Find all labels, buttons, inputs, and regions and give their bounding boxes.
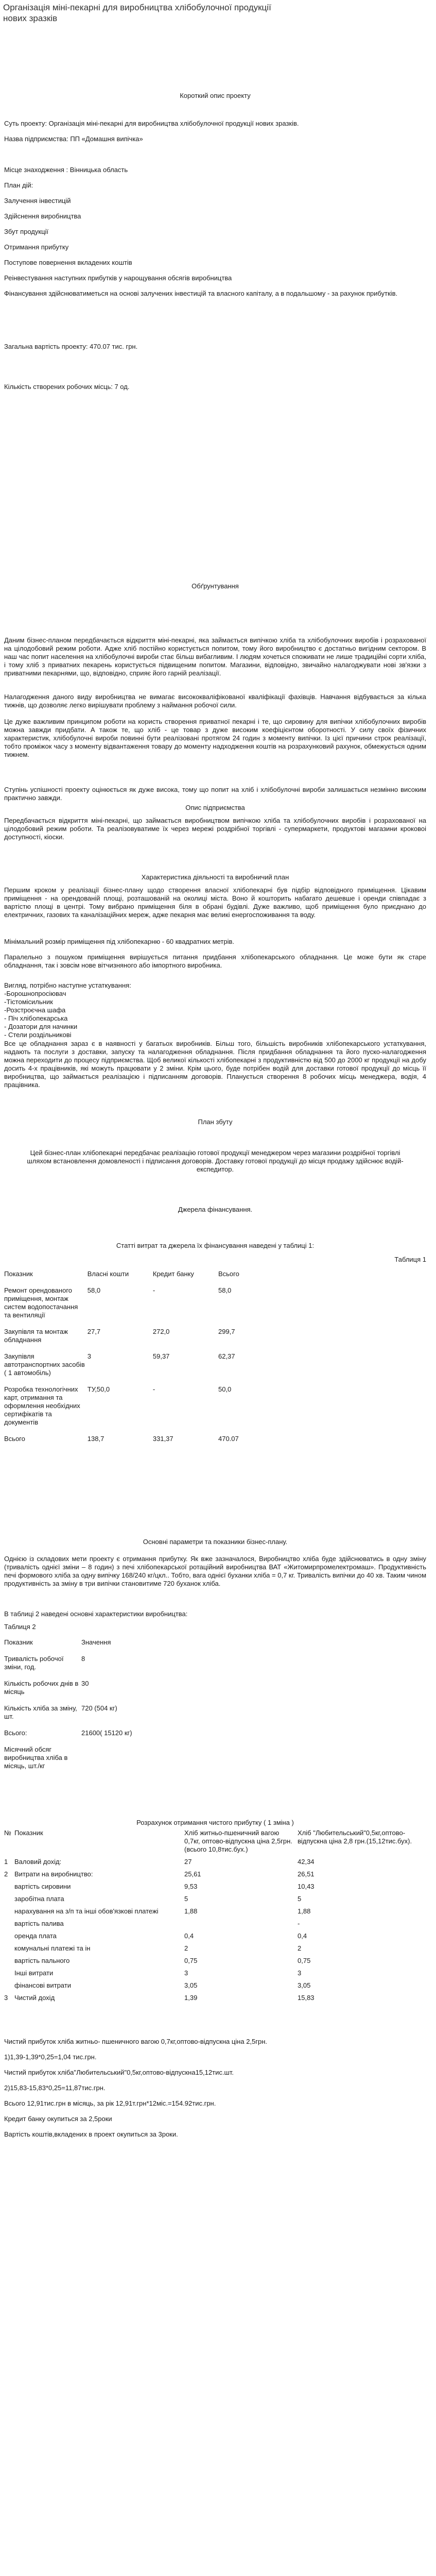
table-cell bbox=[4, 1965, 14, 1977]
table-cell: 15,83 bbox=[298, 1994, 315, 2002]
table-cell: Ремонт орендованого приміщення, монтаж систем водопостачання та вентиляції bbox=[4, 1286, 78, 1319]
table-cell: комунальні платежі та ін bbox=[14, 1944, 91, 1952]
equipment-item: - Стели роздільникові bbox=[4, 1031, 72, 1039]
production-after: Все це обладнання зараз є в наявності у багатьох виробників. Більш того, більшість виробників хлібопекарського устаткування, надають та послуги з доставки, запуску та налагодження обладнання. Після придбання обладнання та його пуско-налагодження можна переходити до процесу підприємства. Щоб великої кількості хлібопекарні з продуктивністю від 500 до 2000 кг продукції на добу досить 4-х працівників, які можуть працювати у 2 зміни. Крім цього, буде потрібен водій для доставки готової продукції до місць її виробництва, що займається реалізацією і підписанням договорів. Планується створення 8 робочих місць менеджера, водія, 4 працівника. bbox=[4, 1040, 426, 1089]
table-header bbox=[4, 1638, 174, 1647]
table-cell: 3 bbox=[4, 1994, 8, 2002]
table-cell: оренда плата bbox=[14, 1932, 57, 1940]
table-header-cell: Показник bbox=[4, 1270, 33, 1278]
table-cell: 1,39 bbox=[184, 1994, 198, 2002]
rationale-heading: Обґрунтування bbox=[191, 582, 239, 590]
table-row bbox=[4, 1671, 174, 1696]
table-cell bbox=[4, 1953, 14, 1965]
table-cell bbox=[4, 1878, 14, 1891]
table-header-cell: № bbox=[4, 1829, 11, 1837]
table-cell: 470.07 bbox=[218, 1435, 239, 1443]
summary-line: Реінвестування наступних прибутків у нарощування обсягів виробництва bbox=[4, 274, 232, 282]
table-cell: 59,37 bbox=[152, 1352, 170, 1360]
equipment-item: - Піч хлібопекарська bbox=[4, 1014, 68, 1022]
table-row bbox=[4, 1903, 426, 1916]
table-cell: 1,88 bbox=[298, 1907, 311, 1915]
table-cell: 30 bbox=[81, 1680, 89, 1687]
table-cell: 27,7 bbox=[87, 1328, 101, 1335]
table-cell: 9,53 bbox=[184, 1883, 198, 1890]
sales-heading: План збуту bbox=[198, 1118, 233, 1126]
table-cell: 1,88 bbox=[184, 1907, 198, 1915]
table-cell: 3 bbox=[184, 1969, 188, 1977]
table-cell bbox=[81, 1737, 174, 1770]
table-cell: 3 bbox=[87, 1352, 91, 1360]
conclusion-line: 2)15,83-15,83*0,25=11,87тис.грн. bbox=[4, 2084, 106, 2092]
table-cell: вартість палива bbox=[14, 1920, 64, 1927]
table-cell: 272,0 bbox=[152, 1328, 170, 1335]
equipment-heading: Вигляд, потрібно наступне устаткування: bbox=[4, 981, 131, 989]
rationale-p1: Даним бізнес-планом передбачається відкриття міні-пекарні, яка займається випічкою хліба та хлібобулочних виробів і розрахованої на цілодобовий режим роботи. Адже хліб постійно користується попитом, тому його виробництво є достатньо вигідним сектором. В наш час попит населення на хлібобулочні вироби стає більш вибагливим. І людям хочеться споживати не лише традиційні сорти хліба, і тому хліб з приватних пекарень користується підвищеним попитом. Магазини, відповідно, звичайно налагоджувати нові зв'язки з приватними пекарнями, що, відповідно, сприяє його гарній реалізації. bbox=[4, 636, 426, 677]
table-row bbox=[4, 1427, 272, 1443]
table-cell: 138,7 bbox=[87, 1435, 104, 1443]
production-p3: Паралельно з пошуком приміщення вирішується питання придбання хлібопекарського обладнання. Це може бути як старе обладнання, так і зовсім нове вітчизняного або імпортного виробника. bbox=[4, 953, 426, 969]
table-cell: 720 (504 кг) bbox=[81, 1704, 117, 1712]
table-cell: вартість сировини bbox=[14, 1883, 71, 1890]
table-cell: 21600( 15120 кг) bbox=[81, 1729, 132, 1737]
equipment-item: -Борошнопросіювач bbox=[4, 990, 66, 997]
table-cell: Закупівля та монтаж обладнання bbox=[4, 1328, 68, 1344]
profit-table bbox=[4, 1829, 426, 2002]
table-cell: 0,75 bbox=[184, 1957, 198, 1964]
summary-line: Фінансування здійснюватиметься на основі залучених інвестицій та власного капіталу, а в подальшому - за рахунок прибутків. bbox=[4, 290, 398, 297]
table-cell: 5 bbox=[184, 1895, 188, 1903]
table-cell: 331,37 bbox=[152, 1435, 173, 1443]
equipment-item: - Дозатори для начинки bbox=[4, 1023, 78, 1030]
table-row bbox=[4, 1916, 426, 1928]
table-cell: 1 bbox=[4, 1858, 8, 1866]
table-row bbox=[4, 1878, 426, 1891]
table-row bbox=[4, 1737, 174, 1770]
table-cell: Кількість хліба за зміну, шт. bbox=[4, 1704, 77, 1720]
table-row bbox=[4, 1377, 272, 1427]
document-title: Організація міні-пекарні для виробництва хлібобулочної продукції нових зразків bbox=[3, 3, 271, 23]
summary-block bbox=[4, 120, 426, 305]
table-cell: Чистий дохід bbox=[14, 1994, 55, 2002]
table-header-cell: Значення bbox=[81, 1638, 111, 1646]
table-cell: 5 bbox=[298, 1895, 302, 1903]
table-cell bbox=[4, 1977, 14, 1990]
table-cell: 58,0 bbox=[218, 1286, 232, 1294]
table-row bbox=[4, 1344, 272, 1377]
table-cell: 299,7 bbox=[218, 1328, 235, 1335]
indicators-heading: Основні параметри та показники бізнес-плану. bbox=[143, 1538, 288, 1546]
production-p2: Мінімальний розмір приміщення під хлібопекарню - 60 квадратних метрів. bbox=[4, 938, 235, 945]
table-cell: Тривалість робочої зміни, год. bbox=[4, 1655, 64, 1671]
table-cell: 8 bbox=[81, 1655, 85, 1663]
table-header-cell: Хліб житньо-пшеничний вагою 0,7кг, оптово-відпускна ціна 2,5грн.(всього 10,8тис.бух.) bbox=[184, 1829, 292, 1853]
table-cell: 2 bbox=[184, 1944, 188, 1952]
table-cell: вартість пального bbox=[14, 1957, 70, 1964]
summary-line: Суть проекту: Організація міні-пекарні для виробництва хлібобулочної продукції нових зразків. bbox=[4, 120, 299, 127]
production-p1: Першим кроком у реалізації бізнес-плану щодо створення власної хлібопекарні був підбір відповідного приміщення. Цікавим приміщення - на орендованій площі, розташованій на околиці міста. Воно й кошторить набагато дешевше і оренди співпадає з вартістю площі в центрі. Тому вибрано приміщення біля в обрані будівлі. Дуже важливо, щоб приміщення було приєднано до електричних, газових та каналізаційних мереж, адже пекарня має великі енергоспоживання та воду. bbox=[4, 886, 426, 919]
total-cost: Загальна вартість проекту: 470.07 тис. грн. bbox=[4, 343, 138, 350]
table-row bbox=[4, 1928, 426, 1940]
equipment-item: -Тістомісильник bbox=[4, 998, 53, 1006]
conclusion-line: 1)1,39-1,39*0,25=1,04 тис.грн. bbox=[4, 2053, 97, 2061]
table-header-cell: Власні кошти bbox=[87, 1270, 129, 1278]
table-cell bbox=[4, 1940, 14, 1953]
table1-label: Таблиця 1 bbox=[394, 1256, 426, 1263]
table-cell: 3 bbox=[298, 1969, 302, 1977]
table-cell: заробітна плата bbox=[14, 1895, 64, 1903]
table-cell bbox=[4, 1891, 14, 1903]
market-text: Передбачається відкриття міні-пекарні, що займається виробництвом випічкою хліба та хлібобулочних виробів і розрахованої на цілодобовий режим роботи. Та реалізовуватиме їх через мережі роздрібної торгівлі - супермаркети, продуктові магазини кроковоі доступності, кіоски. bbox=[4, 817, 426, 841]
profit-heading: Розрахунок отримання чистого прибутку ( 1 зміна ) bbox=[136, 1819, 294, 1826]
table-cell: фінансові витрати bbox=[14, 1981, 71, 1989]
table-cell: 62,37 bbox=[218, 1352, 235, 1360]
table-row bbox=[4, 1940, 426, 1953]
table-cell: 26,51 bbox=[298, 1870, 315, 1878]
table-cell: 2 bbox=[4, 1870, 8, 1878]
production-heading: Характеристика діяльності та виробничий план bbox=[141, 873, 289, 881]
table-header bbox=[4, 1270, 272, 1278]
equipment-item: -Розстроєчна шафа bbox=[4, 1006, 66, 1014]
table-cell: 27 bbox=[184, 1858, 192, 1866]
table-cell bbox=[184, 1916, 298, 1928]
table1 bbox=[4, 1270, 426, 1443]
table-row bbox=[4, 1721, 174, 1737]
conclusion-line: Чистий прибуток хліба"Любительський"0,5кг,оптово-відпускна15,12тис.шт. bbox=[4, 2069, 234, 2076]
table-cell: 58,0 bbox=[87, 1286, 101, 1294]
table-cell bbox=[4, 1916, 14, 1928]
summary-line: Місце знаходження : Вінницька область bbox=[4, 166, 128, 174]
conclusion-line: Всього 12,91тис.грн в місяць, за рік 12,91т.грн*12міс.=154.92тис.грн. bbox=[4, 2099, 216, 2107]
table-cell: 42,34 bbox=[298, 1858, 315, 1866]
table-cell: Закупівля автотранспортних засобів ( 1 автомобіль) bbox=[4, 1352, 85, 1377]
table-cell: Валовий дохід: bbox=[14, 1858, 62, 1866]
table-cell: Розробка технологічних карт, отримання та оформлення необхідних сертифікатів та документів bbox=[4, 1385, 80, 1426]
table-cell bbox=[4, 1928, 14, 1940]
table-row bbox=[4, 1319, 272, 1344]
table-cell: Місячний обсяг виробництва хліба в місяць, шт./кг bbox=[4, 1745, 68, 1770]
rationale-p3: Це дуже важливим принципом роботи на користь створення приватної пекарні і те, що сировину для випічки хлібобулочних виробів можна завжди придбати. А також те, що хліб - це товар з дуже високим коефіцієнтом оборотності. У силу своїх фізичних характеристик, хлібобулочні вироби повинні бути реалізовані протягом 24 годин з моменту випічки. Із цієї причини строк реалізації, тобто проміжок часу з моменту відвантаження товару до моменту надходження коштів на розрахунковий рахунок, обмежується одним тижнем. bbox=[4, 718, 426, 758]
summary-line: План дій: bbox=[4, 181, 33, 189]
summary-line: Залучення інвестицій bbox=[4, 197, 71, 205]
conclusion-line: Вартість коштів,вкладених в проект окупиться за 3роки. bbox=[4, 2130, 178, 2138]
table-row bbox=[4, 1647, 174, 1671]
jobs-count: Кількість створених робочих місць: 7 од. bbox=[4, 383, 130, 391]
table-cell: ТУ,50,0 bbox=[87, 1385, 110, 1393]
table-header-cell: Всього bbox=[218, 1270, 239, 1278]
table-cell: 50,0 bbox=[218, 1385, 232, 1393]
table-cell: Інші витрати bbox=[14, 1969, 54, 1977]
table-cell: 0,75 bbox=[298, 1957, 311, 1964]
table-header bbox=[4, 1829, 426, 1854]
table-row bbox=[4, 1866, 426, 1878]
table-header-cell: Показник bbox=[4, 1638, 33, 1646]
summary-line bbox=[4, 150, 426, 159]
summary-line: Здійснення виробництва bbox=[4, 212, 81, 220]
table-row bbox=[4, 1965, 426, 1977]
table2-intro: В таблиці 2 наведені основні характеристики виробництва: bbox=[4, 1610, 188, 1618]
table-cell: - bbox=[152, 1286, 155, 1294]
table-cell: Всього: bbox=[4, 1729, 27, 1737]
table2 bbox=[4, 1638, 426, 1770]
table-cell: 25,61 bbox=[184, 1870, 201, 1878]
table-row bbox=[4, 1278, 272, 1319]
table-row bbox=[4, 1990, 426, 2002]
table-cell: нарахування на з/п та інші обов'язкові платежі bbox=[14, 1907, 159, 1915]
table-cell: 3,05 bbox=[184, 1981, 198, 1989]
table-header-cell: Кредит банку bbox=[152, 1270, 194, 1278]
table-cell: 2 bbox=[298, 1944, 302, 1952]
summary-line: Поступове повернення вкладених коштів bbox=[4, 259, 132, 266]
table-row bbox=[4, 1696, 174, 1721]
equipment-list bbox=[4, 990, 426, 1039]
conclusion-line: Кредит банку окупиться за 2,5роки bbox=[4, 2115, 112, 2123]
summary-line: Назва підприємства: ПП «Домашня випічка» bbox=[4, 135, 143, 143]
table-row bbox=[4, 1854, 426, 1866]
market-heading: Опис підприємства bbox=[185, 804, 245, 811]
conclusion-line: Чистий прибуток хліба житньо- пшеничного вагою 0,7кг,оптово-відпускна ціна 2,5грн. bbox=[4, 2038, 268, 2045]
summary-line: Отримання прибутку bbox=[4, 243, 69, 251]
finance-heading: Джерела фінансування. bbox=[178, 1206, 253, 1213]
table-cell: 10,43 bbox=[298, 1883, 315, 1890]
sales-text: Цей бізнес-план хлібопекарні передбачає реалізацію готової продукції менеджером через магазини роздрібної торгівлі шляхом встановлення домовленості і підписання договорів. Доставку готової продукції до місця продажу здійснює водій-експедитор. bbox=[27, 1149, 404, 1173]
summary-line: Збут продукції bbox=[4, 228, 49, 235]
rationale-p4: Ступінь успішності проекту оцінюється як дуже висока, тому що попит на хліб і хлібобулочні вироби залишається незмінно високим практично завжди. bbox=[4, 786, 426, 802]
table-cell: - bbox=[152, 1385, 155, 1393]
table-cell: Витрати на виробництво: bbox=[14, 1870, 93, 1878]
table-header-cell: Хліб "Любительський"0,5кг,оптово-відпускна ціна 2,8 грн.(15,12тис.бух). bbox=[298, 1829, 412, 1845]
table-header-cell: Показник bbox=[14, 1829, 43, 1837]
table-cell: 0,4 bbox=[298, 1932, 307, 1940]
table-cell bbox=[4, 1903, 14, 1916]
indicators-text: Однією із складових мети проекту є отримання прибутку. Як вже зазначалося, Виробництво хліба буде здійснюватись в одну зміну (тривалість однієї зміни – 8 годин) з печі хлібопекарської ротаційний виробництва ВАТ «Житомирпромелектромаш». Продуктивність печі формового хліба за одну випічку 168/240 кг/цкл.. Тобто, вага однієї буханки хліба = 0,7 кг. Тривалість випічки до 40 хв. Таким чином продуктивність за зміну в три випічки становитиме 720 буханок хліба. bbox=[4, 1555, 427, 1587]
rationale-p2: Налагодження даного виду виробництва не вимагає висококваліфікованої кваліфікації фахівців. Навчання відбувається за кілька тижнів, що дозволяє легко вирішувати проблему з наймання робочої сили. bbox=[4, 693, 426, 709]
table-cell: 3,05 bbox=[298, 1981, 311, 1989]
table-row bbox=[4, 1891, 426, 1903]
table-cell: Кількість робочих днів в місяць bbox=[4, 1680, 79, 1696]
table-cell: 0,4 bbox=[184, 1932, 194, 1940]
conclusion bbox=[4, 2038, 426, 2146]
table-row bbox=[4, 1953, 426, 1965]
table-cell: Всього bbox=[4, 1435, 25, 1443]
table2-label: Таблиця 2 bbox=[4, 1623, 36, 1631]
summary-heading: Короткий опис проекту bbox=[180, 92, 251, 99]
table-row bbox=[4, 1977, 426, 1990]
table-cell: - bbox=[298, 1920, 300, 1927]
table1-title: Статті витрат та джерела їх фінансування наведені у таблиці 1: bbox=[116, 1242, 315, 1249]
